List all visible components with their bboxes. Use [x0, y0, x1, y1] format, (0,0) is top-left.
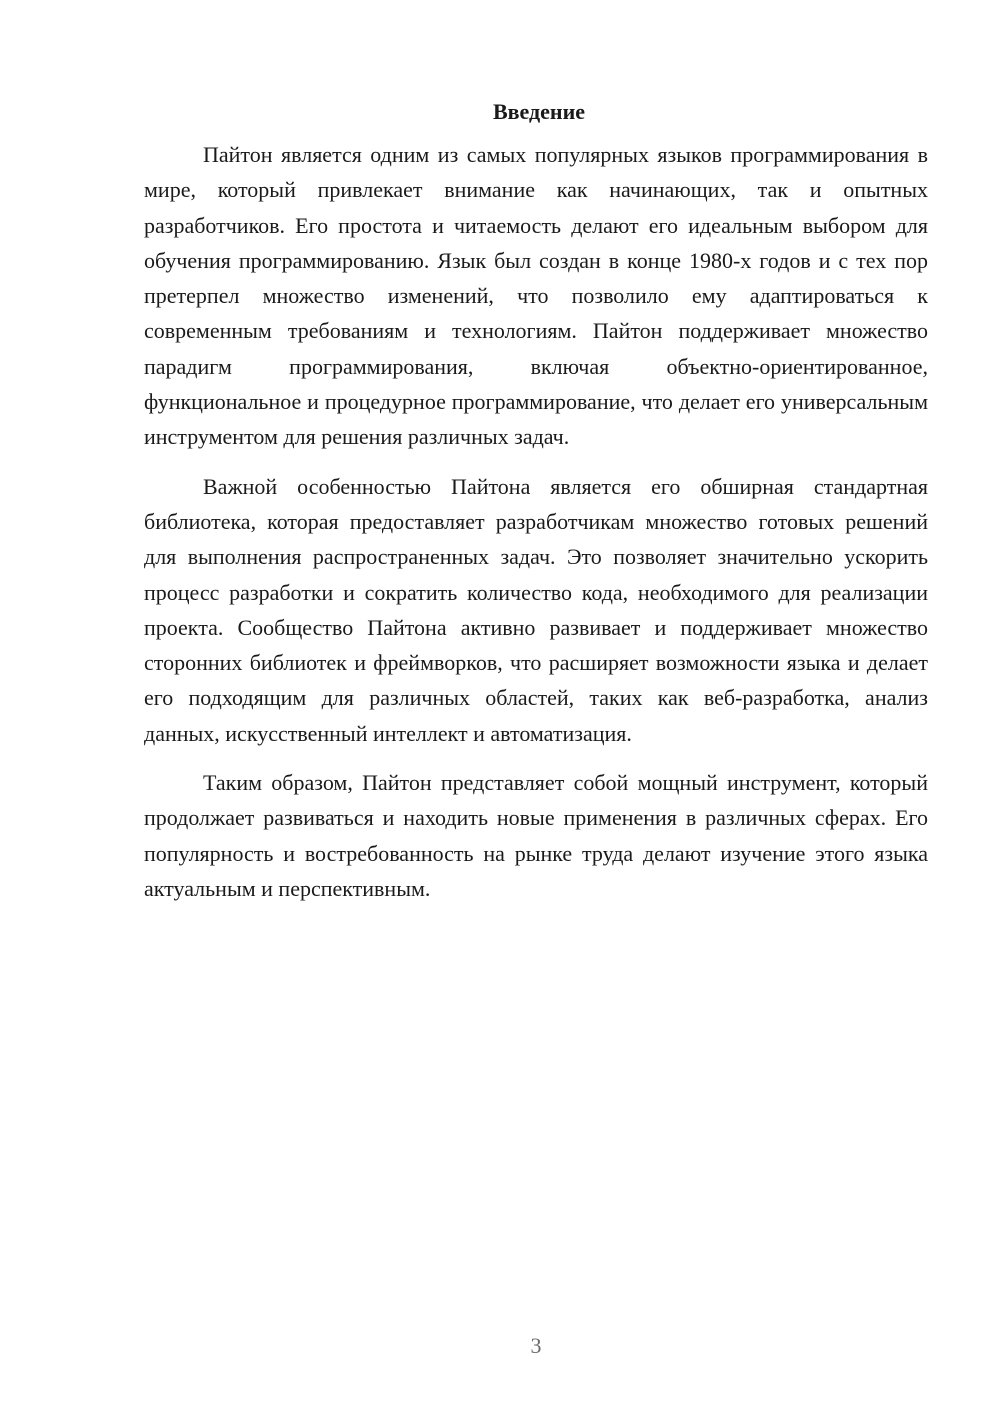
page-number: 3	[530, 1333, 542, 1358]
section-title: Введение	[492, 99, 586, 124]
page-content	[144, 94, 928, 906]
paragraph-1: Пайтон является одним из самых популярных языков программирования в мире, который привлекает внимание как начинающих, так и опытных разработчиков. Его простота и читаемость делают его идеальным выбором для обучения программированию. Язык был создан в конце 1980-х годов и с тех пор претерпел множество изменений, что позволило ему адаптироваться к современным требованиям и технологиям. Пайтон поддерживает множество парадигм программирования, включая объектно-ориентированное, функциональное и процедурное программирование, что делает его универсальным инструментом для решения различных задач.	[144, 142, 928, 450]
paragraph-3: Таким образом, Пайтон представляет собой мощный инструмент, который продолжает развиваться и находить новые применения в различных сферах. Его популярность и востребованность на рынке труда делают изучение этого языка актуальным и перспективным.	[144, 770, 928, 901]
paragraph-2: Важной особенностью Пайтона является его обширная стандартная библиотека, которая предоставляет разработчикам множество готовых решений для выполнения распространенных задач. Это позволяет значительно ускорить процесс разработки и сократить количество кода, необходимого для реализации проекта. Сообщество Пайтона активно развивает и поддерживает множество сторонних библиотек и фреймворков, что расширяет возможности языка и делает его подходящим для различных областей, таких как веб-разработка, анализ данных, искусственный интеллект и автоматизация.	[144, 473, 928, 746]
